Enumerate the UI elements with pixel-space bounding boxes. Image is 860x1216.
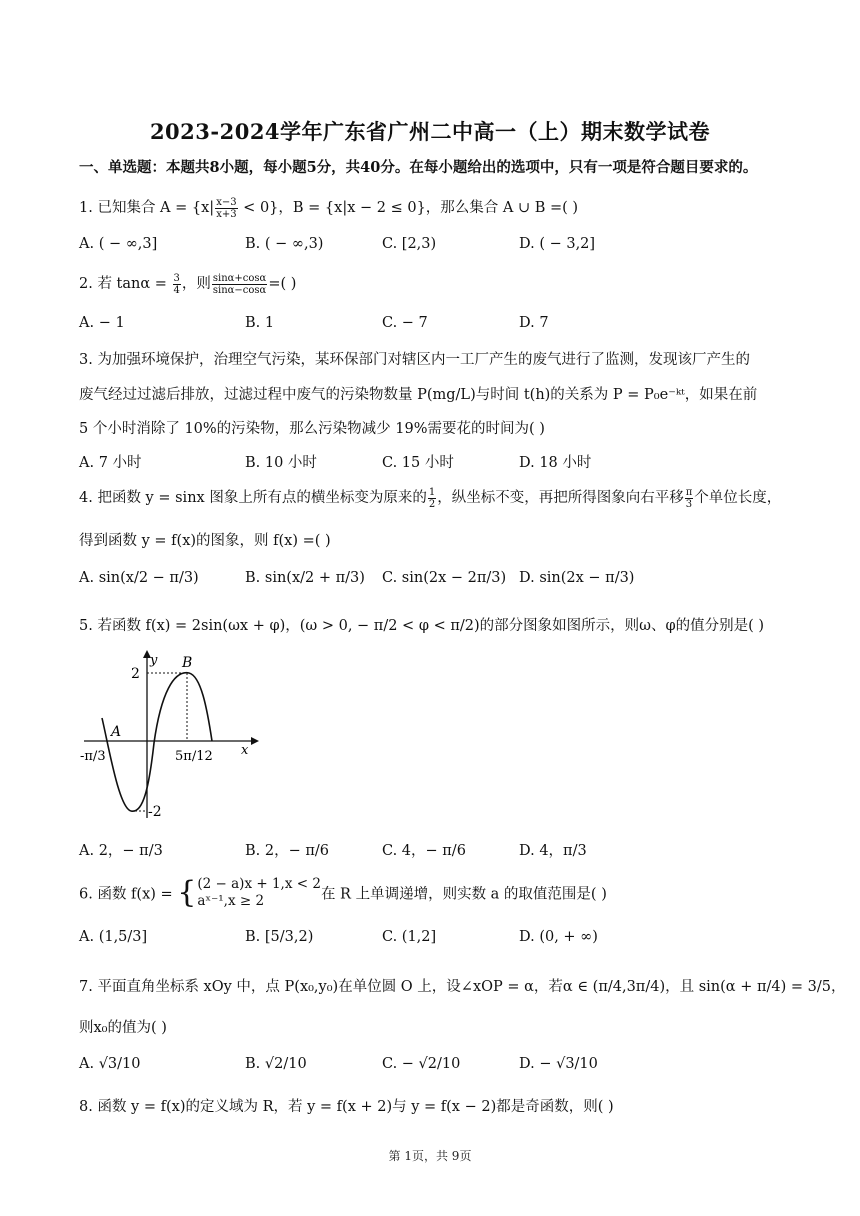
q3-option-a[interactable]: A. 7 小时 — [79, 455, 142, 471]
q2-option-d[interactable]: D. 7 — [519, 315, 549, 331]
question-4-line-1: 4. 把函数 y = sinx 图象上所有点的横坐标变为原来的 $\frac{1}{2}$ ，纵坐标不变，再把所得图象向右平移 $\frac{\pi}{3}$ 个单位长度， — [79, 486, 782, 510]
x-axis-arrow-icon — [251, 737, 259, 745]
question-5: 5. 若函数 f(x) = 2sin(ωx + φ)，(ω > 0, − π/2 < φ < π/2)的部分图象如图所示，则ω、φ的值分别是( ) — [79, 618, 765, 634]
q4-option-b[interactable]: B. sin(x/2 + π/3) — [245, 570, 365, 586]
q1-option-b[interactable]: B. ( − ∞,3) — [245, 236, 324, 252]
q6-option-c[interactable]: C. (1,2] — [382, 929, 437, 945]
q1-fraction: $\frac{x-3}{x+3}$ — [216, 196, 237, 220]
question-3-line-3: 5 个小时消除了 10%的污染物，那么污染物减少 19%需要花的时间为( ) — [79, 421, 545, 437]
q2-fraction-2: $\frac{\sin\alpha+\cos\alpha}{\sin\alpha-\cos\alpha}$ — [212, 272, 267, 296]
y-min-label: -2 — [148, 804, 162, 820]
question-7-line-1: 7. 平面直角坐标系 xOy 中，点 P(x₀,y₀)在单位圆 O 上，设∠xOP = α，若α ∈ (π/4,3π/4)，且 sin(α + π/4) = 3/5， — [79, 979, 846, 995]
question-6: 6. 函数 f(x) = {(2 − a)x + 1,x < 2 aˣ⁻¹,x ≥ 2 在 R 上单调递增，则实数 a 的取值范围是( ) — [79, 875, 607, 910]
q2-option-c[interactable]: C. − 7 — [382, 315, 428, 331]
q5-option-c[interactable]: C. 4，− π/6 — [382, 843, 466, 859]
q3-option-b[interactable]: B. 10 小时 — [245, 455, 317, 471]
question-1 — [79, 196, 578, 220]
q7-option-b[interactable]: B. √2/10 — [245, 1056, 307, 1072]
exam-title: 2023-2024学年广东省广州二中高一（上）期末数学试卷 — [149, 119, 711, 144]
q6-option-d[interactable]: D. (0, + ∞) — [519, 929, 598, 945]
q4-option-c[interactable]: C. sin(2x − 2π/3) — [382, 570, 507, 586]
question-3-line-1: 3. 为加强环境保护，治理空气污染，某环保部门对辖区内一工厂产生的废气进行了监测，发现该厂产生的 — [79, 352, 750, 368]
question-2: 2. 若 tanα = $\frac{3}{4}$ ，则 $\frac{\sin\alpha+\cos\alpha}{\sin\alpha-\cos\alpha}$ =( ) — [79, 272, 297, 296]
q7-option-d[interactable]: D. − √3/10 — [519, 1056, 598, 1072]
q1-option-c[interactable]: C. [2,3) — [382, 236, 437, 252]
q2-option-b[interactable]: B. 1 — [245, 315, 275, 331]
q1-option-d[interactable]: D. ( − 3,2] — [519, 236, 596, 252]
q6-option-b[interactable]: B. [5/3,2) — [245, 929, 314, 945]
sine-graph — [79, 648, 259, 823]
x-axis-label: x — [241, 743, 249, 758]
x-right-tick-label: 5π/12 — [175, 749, 213, 764]
question-8: 8. 函数 y = f(x)的定义域为 R，若 y = f(x + 2)与 y = f(x − 2)都是奇函数，则( ) — [79, 1099, 614, 1115]
y-axis-label: y — [150, 653, 158, 668]
q7-option-a[interactable]: A. √3/10 — [79, 1056, 141, 1072]
section-heading: 一、单选题：本题共8小题，每小题5分，共40分。在每小题给出的选项中，只有一项是符合题目要求的。 — [79, 159, 758, 176]
question-4-line-2: 得到函数 y = f(x)的图象，则 f(x) =( ) — [79, 533, 331, 549]
q4-option-a[interactable]: A. sin(x/2 − π/3) — [79, 570, 199, 586]
q2-fraction-1: $\frac{3}{4}$ — [173, 272, 180, 296]
q3-option-c[interactable]: C. 15 小时 — [382, 455, 454, 471]
q5-option-d[interactable]: D. 4，π/3 — [519, 843, 587, 859]
q1-text-post: < 0}，B = {x|x − 2 ≤ 0}，那么集合 A ∪ B =( ) — [238, 200, 579, 216]
piecewise-definition: (2 − a)x + 1,x < 2 aˣ⁻¹,x ≥ 2 — [197, 876, 321, 909]
q6-option-a[interactable]: A. (1,5/3] — [79, 929, 148, 945]
q3-option-d[interactable]: D. 18 小时 — [519, 455, 592, 471]
question-3-line-2: 废气经过过滤后排放，过滤过程中废气的污染物数量 P(mg/L)与时间 t(h)的关系为 P = P₀e⁻ᵏᵗ，如果在前 — [79, 387, 758, 403]
y-max-label: 2 — [131, 666, 140, 682]
brace-icon: { — [177, 875, 197, 910]
question-7-line-2: 则x₀的值为( ) — [79, 1020, 167, 1036]
q5-option-a[interactable]: A. 2，− π/3 — [79, 843, 163, 859]
q5-option-b[interactable]: B. 2，− π/6 — [245, 843, 329, 859]
point-b-label: B — [182, 655, 193, 671]
q4-option-d[interactable]: D. sin(2x − π/3) — [519, 570, 635, 586]
q2-option-a[interactable]: A. − 1 — [79, 315, 125, 331]
q1-option-a[interactable]: A. ( − ∞,3] — [79, 236, 158, 252]
q4-fraction-1: $\frac{1}{2}$ — [428, 486, 436, 510]
q1-text-pre: 1. 已知集合 A = {x| — [79, 200, 215, 216]
page-footer: 第 1页，共 9页 — [388, 1149, 472, 1163]
q4-fraction-2: $\frac{\pi}{3}$ — [685, 486, 693, 510]
q7-option-c[interactable]: C. − √2/10 — [382, 1056, 461, 1072]
sine-curve — [102, 673, 212, 811]
point-a-label: A — [111, 724, 122, 740]
x-left-tick-label: -π/3 — [80, 749, 106, 764]
